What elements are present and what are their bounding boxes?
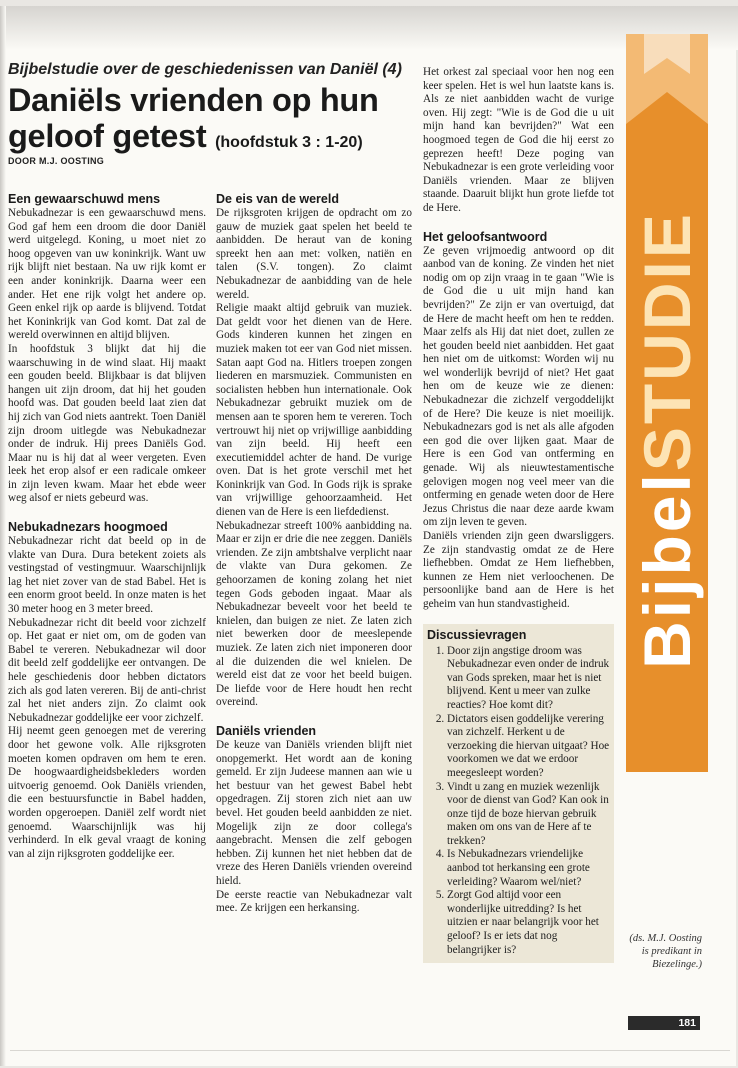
column-3 xyxy=(423,66,614,963)
sidebar-word-bijbel: Bijbel xyxy=(630,471,704,669)
paragraph: De keuze van Daniëls vrienden blijft niet onopgemerkt. Het wordt aan de koning gemeld. Er zijn Judeese mannen aan wie u het bestuur van het gewest Babel hebt opgedragen. Zij storen zich niet aan uw bevel. Het gouden beeld aanbidden ze niet. Mogelijk zijn ze door collega's aangebracht. Mensen die zelf gebogen hebben. Zij kunnen het niet hebben dat de vreze des Heren Daniëls vrienden overeind hield. xyxy=(216,738,412,887)
article-title-main: Daniëls vrienden op hun geloof getest xyxy=(8,82,379,154)
page-number: 181 xyxy=(628,1016,700,1030)
paragraph: In hoofdstuk 3 blijkt dat hij die waarschuwing in de wind slaat. Hij maakt een gouden beeld. Blijkbaar is dat blijven hangen uit zijn droom, dat hij het gouden hoofd was. Dat gouden beeld laat zien dat hij zich van God niets aantrekt. Toen Daniël zijn droom uitlegde was Nebukadnezar onder de indruk. Hij prees Daniëls God. Maar nu is hij dat al weer vergeten. Even leek het erop alsof er een radicale omkeer in zijn leven kwam. Maar het ebde weer weg alsof er niets gebeurd was. xyxy=(8,342,206,505)
paragraph: Nebukadnezar is een gewaarschuwd mens. God gaf hem een droom die door Daniël werd uitgelegd. Koning, u moet niet zo hoog opgeven van uw koninkrijk. Want uw rijk blijft niet bestaan. Na uw rijk komt er een ander koninkrijk. Daarna weer een ander. Het ene rijk volgt het andere op. Geen enkel rijk op aarde is blijvend. Totdat het Koninkrijk van God komt. Dat zal de wereld overwinnen en altijd blijven. xyxy=(8,207,206,342)
paragraph: Daniëls vrienden zijn geen dwarsliggers. Ze zijn standvastig omdat ze de Here liefhebben. Omdat ze Hem liefhebben, kunnen ze Hem niet verloochenen. De persoonlijke band aan de Here is het geheim van hun standvastigheid. xyxy=(423,530,614,610)
paragraph: Nebukadnezar richt dit beeld voor zichzelf op. Het gaat er niet om, om de goden van Babel te vereren. Nebukadnezar wil door dit beeld zelf goddelijke eer ontvangen. De hele geschiedenis door hebben dictators zich als god laten vereren. Bij de anti-christ zal het niet anders zijn. Zo claimt ook Nebukadnezar goddelijke eer voor zichzelf. xyxy=(8,616,206,724)
scan-left-edge xyxy=(0,6,6,1066)
paragraph: Religie maakt altijd gebruik van muziek. Dat geldt voor het dienen van de Here. Gods kinderen kunnen het zingen en muziek maken tot eer van God niet missen. Satan aapt God na. Hitlers troepen zongen liederen en marsmuziek. Communisten en socialisten hebben hun internationale. Ook Nebukadnezar gebruikt muziek om de mensen aan te sporen hem te vereren. Toch vertrouwt hij niet op vrijwillige aanbidding van zijn beeld. Hij heeft een executiemiddel achter de hand. De vurige oven. Dat is het grote verschil met het Koninkrijk van God. In Gods rijk is sprake van vrijwillige gehoorzaamheid. Het dienen van de Here is een liefdedienst. xyxy=(216,302,412,519)
article-title xyxy=(8,82,418,161)
section-heading: Het geloofsantwoord xyxy=(423,229,548,244)
section-heading: Daniëls vrienden xyxy=(216,723,317,738)
sidebar-word-studie: STUDIE xyxy=(630,211,704,472)
discussion-heading: Discussievragen xyxy=(427,627,527,642)
author-note: (ds. M.J. Oosting is predikant in Biezelinge.) xyxy=(629,933,702,970)
paragraph: Nebukadnezar streeft 100% aanbidding na. Maar er zijn er drie die nee zeggen. Daniëls vrienden. Ze zijn ambtshalve verplicht naar de vlakte van Dura gekomen. Ze gehoorzamen de koning zolang het niet tegen Gods geboden ingaat. Maar als Nebukadnezar beveelt voor het beeld te knielen, dan buigen ze niet. Ze laten zich niet bewerken door de meeslepende muziek. Ze laten zich niet imponeren door al die duizenden die wel knielen. De wereld eist dat ze voor het beeld buigen. De liefde voor de Here houdt hen recht overeind. xyxy=(216,519,412,709)
section-heading: Een gewaarschuwd mens xyxy=(8,192,161,206)
paragraph: De eerste reactie van Nebukadnezar valt mee. Ze krijgen een herkansing. xyxy=(216,888,412,915)
paragraph: Het orkest zal speciaal voor hen nog een keer spelen. Het is wel hun laatste kans is. Als ze niet aanbidden wacht de vurige oven. Hij zegt: "Wie is de God die u uit mijn hand kan bevrijden?" Wat een hoogmoed tegen de God die hij eerst zo geprezen heeft! Deze poging van Nebukadnezar is een grote verleiding voor Daniëls vrienden. Maar ze blijven staande. Daaruit blijkt hun grote liefde tot de Here. xyxy=(423,66,614,214)
sidebar-label xyxy=(626,120,708,760)
column-1 xyxy=(8,192,206,861)
series-title: Bijbelstudie over de geschiedenissen van Daniël (4) xyxy=(8,61,402,78)
paragraph: Nebukadnezar richt dat beeld op in de vlakte van Dura. Dura betekent zoiets als vestingstad of vestingmuur. Waarschijnlijk lag het niet zover van de stad Babel. Het is een enorm groot beeld. In onze maten is het 30 meter hoog en 3 meter breed. xyxy=(8,535,206,616)
discussion-question: 2. Dictators eisen goddelijke verering van zichzelf. Herkent u de verzoeking die hiervan uitgaat? Hoe voorkomen we dat we erdoor meegesleept worden? xyxy=(447,713,610,781)
discussion-question: 3. Vindt u zang en muziek wezenlijk voor de dienst van God? Kan ook in onze tijd de boze hiervan gebruik maken om ons van de Here af te trekken? xyxy=(447,781,610,849)
section-heading: De eis van de wereld xyxy=(216,192,339,206)
section-heading: Nebukadnezars hoogmoed xyxy=(8,520,168,535)
discussion-box xyxy=(423,624,614,964)
column-2 xyxy=(216,192,412,916)
discussion-question: 4. Is Nebukadnezars vriendelijke aanbod tot herkansing een grote verleiding? Waarom wel/niet? xyxy=(447,848,610,889)
paragraph: De rijksgroten krijgen de opdracht om zo gauw de muziek gaat spelen het beeld te aanbidden. De heraut van de koning spreekt hen aan met: volken, natiën en talen (S.V. tongen). Zo claimt Nebukadnezar de aanbidding van de hele wereld. xyxy=(216,207,412,301)
chapter-reference: (hoofdstuk 3 : 1-20) xyxy=(215,134,363,151)
discussion-question: 1. Door zijn angstige droom was Nebukadnezar even onder de indruk van Gods spreken, maar het is niet blijvend. Kent u meer van zulke reacties? Hoe komt dit? xyxy=(447,645,610,713)
paragraph: Hij neemt geen genoegen met de verering door het gewone volk. Alle rijksgroten moeten komen opdraven om hem te eren. De hoogwaardigheidsbekleders worden uitvoerig genoemd. Ook Daniëls vrienden, die een bestuursfunctie in Babel hadden, worden opgeroepen. Daniël zelf wordt niet genoemd. Waarschijnlijk was hij verhinderd. In elk geval vraagt de koning van al zijn rijksgroten goddelijke eer. xyxy=(8,725,206,860)
chevron-logo-icon xyxy=(626,34,708,124)
byline: DOOR M.J. OOSTING xyxy=(8,156,105,166)
scan-line xyxy=(10,1050,730,1051)
paragraph: Ze geven vrijmoedig antwoord op dit aanbod van de koning. Ze vinden het niet nodig om op zijn vraag in te gaan "Wie is de God die u uit mijn hand kan bevrijden?" Ze zijn er van overtuigd, dat de Here de macht heeft om hen te redden. Maar zelfs als Hij dat niet doet, zullen ze het gouden beeld niet aanbidden. Het gaat hen niet om de uitkomst: Worden wij nu wel wonderlijk bevrijd of niet? Het gaat hen om de keuze wie ze dienen: Nebukadnezar die zichzelf vergoddelijkt of de Here? Die keuze is niet moeilijk. Nebukadnezars god is net als alle afgoden een god die over lijken gaat. Maar de Here is een God van ontferming en genade. Wij als nieuwtestamentische gelovigen mogen nog veel meer van die ontferming en genade weten door de Here Jezus Christus die naar deze aarde kwam om zijn leven te geven. xyxy=(423,244,614,529)
discussion-question: 5. Zorgt God altijd voor een wonderlijke uitredding? Is het uitzien er naar belangrijk voor het geloof? Is er iets dat nog belangrijker is? xyxy=(447,889,610,957)
discussion-questions xyxy=(427,645,610,958)
